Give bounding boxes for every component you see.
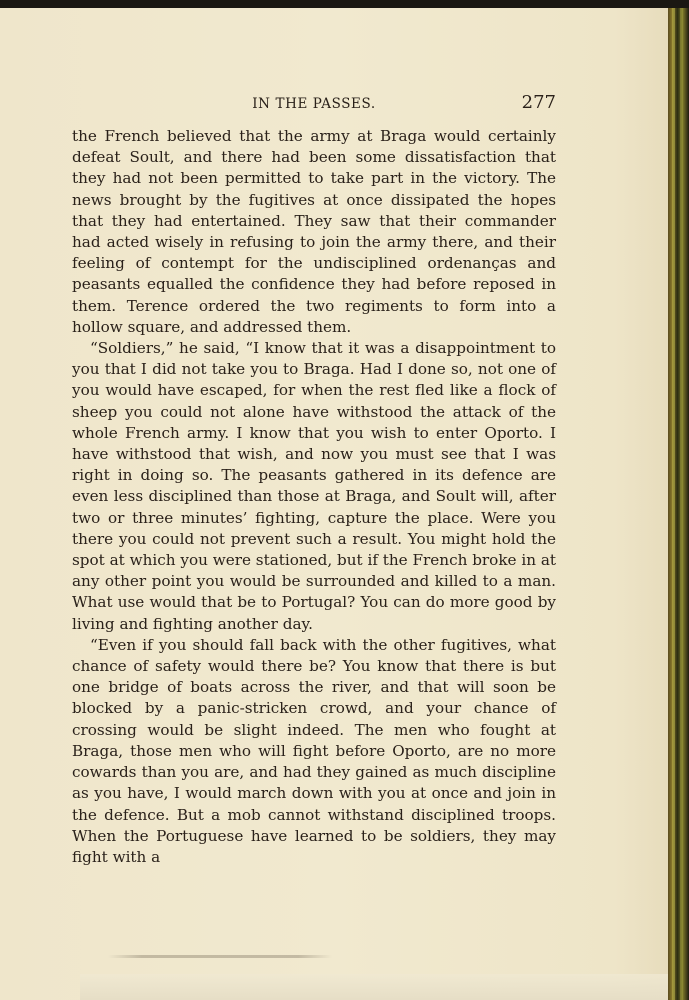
book-edge [668,8,689,1000]
edge-stripe [672,8,675,1000]
page-bottom-shadow [80,974,668,1000]
page-header [72,92,556,116]
paragraph-3: “Even if you should fall back with the other fugitives, what chance of safety would there be? You know that there is but one bridge of boats across the river, and that will soon be blocked by a panic-stricken crowd, and your chance of crossing would be slight indeed. The men who fought at Braga, those men who will fight before Oporto, are no more cowards than you are, and had they gained as much discipline as you have, I would march down with you at once and join in the defence. But a mob cannot withstand disciplined troops. When the Portuguese have learned to be soldiers, they may fight with a [72,635,556,866]
book-page [0,8,668,1000]
paragraph-1: the French believed that the army at Braga would certainly defeat Soult, and there had been some dissatisfaction that they had not been permitted to take part in the victory. The news brought by the fugitives at once dissipated the hopes that they had entertained. They saw that their commander had acted wisely in refusing to join the army there, and their feeling of contempt for the undisciplined ordenanças and peasants equalled the confidence they had before reposed in them. Terence ordered the two regiments to form into a hollow square, and addressed them. [72,127,556,336]
running-head: IN THE PASSES. [252,96,376,112]
edge-stripe [680,8,683,1000]
page-number: 277 [521,92,556,113]
body-text [72,126,556,868]
page-smudge [108,955,332,958]
paragraph-2: “Soldiers,” he said, “I know that it was a disappointment to you that I did not take you to Braga. Had I done so, not one of you would have escaped, for when the rest fled like a flock of sheep you could not alone have withstood the attack of the whole French army. I know that you wish to enter Oporto. I have withstood that wish, and now you must see that I was right in doing so. The peasants gathered in its defence are even less disciplined than those at Braga, and Soult will, after two or three minutes’ fighting, capture the place. Were you there you could not prevent such a result. You might hold the spot at which you were stationed, but if the French broke in at any other point you would be surrounded and killed to a man. What use would that be to Portugal? You can do more good by living and fighting another day. [72,339,556,633]
